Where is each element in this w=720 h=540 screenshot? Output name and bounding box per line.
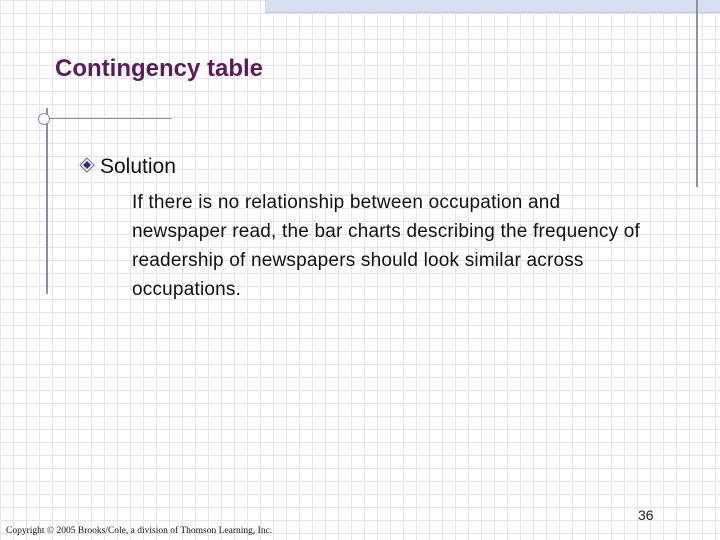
bullet-heading: Solution [100, 155, 176, 178]
diamond-bullet-icon [79, 157, 95, 173]
right-vertical-rule [696, 0, 698, 187]
bullet-body-text: If there is no relationship between occupation and newspaper read, the bar charts describing the frequency of readership of newspapers should look similar across occupations. [132, 192, 641, 300]
top-decorative-bar [265, 0, 720, 13]
slide-title: Contingency table [55, 55, 264, 82]
left-vertical-rule [46, 108, 48, 294]
copyright-notice: Copyright © 2005 Brooks/Cole, a division of Thomson Learning, Inc. [6, 526, 273, 536]
corner-circle-ornament [38, 113, 50, 125]
title-underline-rule [38, 118, 172, 119]
page-number: 36 [638, 507, 654, 523]
